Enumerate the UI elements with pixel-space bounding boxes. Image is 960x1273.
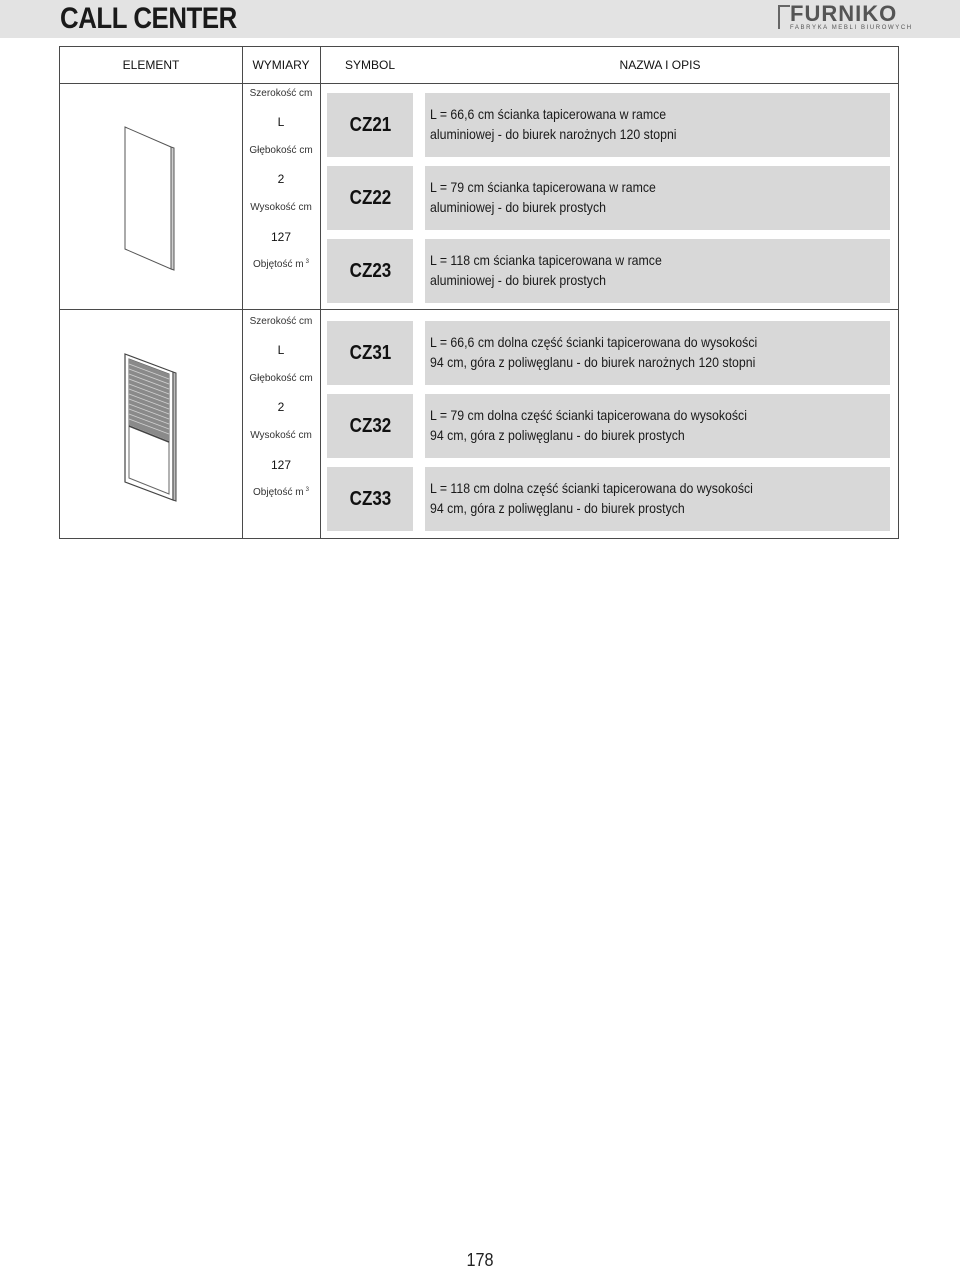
- logo-text: FURNIKO: [790, 1, 898, 26]
- description-cz33: L = 118 cm dolna część ścianki tapicerowana do wysokości 94 cm, góra z poliwęglanu - do biurek prostych: [425, 467, 890, 531]
- logo-subtext: FABRYKA MEBLI BIUROWYCH: [790, 25, 913, 31]
- dim-width-value: L: [277, 115, 285, 129]
- header-divider: [60, 83, 898, 84]
- dim-volume-label: Objętość m $^3$: [253, 259, 309, 270]
- dim-depth-label: Głębokość cm: [249, 145, 313, 156]
- column-header-element: ELEMENT: [122, 58, 180, 72]
- description-cz32: L = 79 cm dolna część ścianki tapicerowana do wysokości 94 cm, góra z poliwęglanu - do biurek prostych: [425, 394, 890, 458]
- column-header-symbol: SYMBOL: [344, 58, 395, 72]
- page-number: 178: [466, 1250, 494, 1270]
- logo-mark-icon: [778, 5, 790, 29]
- symbol-cz23: CZ23: [327, 239, 413, 303]
- column-header-description: NAZWA I OPIS: [619, 58, 701, 72]
- description-cz21: L = 66,6 cm ścianka tapicerowana w ramce aluminiowej - do biurek narożnych 120 stopni: [425, 93, 890, 157]
- page-title: CALL CENTER: [60, 2, 237, 35]
- group-divider: [60, 309, 898, 310]
- dim-depth-label: Głębokość cm: [249, 373, 313, 384]
- brand-logo: [778, 1, 913, 35]
- dim-depth-value: 2: [277, 172, 285, 186]
- symbol-cz33: CZ33: [327, 467, 413, 531]
- description-cz22: L = 79 cm ścianka tapicerowana w ramce aluminiowej - do biurek prostych: [425, 166, 890, 230]
- element-image-cz3x: [122, 352, 178, 502]
- product-table: [59, 46, 899, 539]
- description-cz31: L = 66,6 cm dolna część ścianki tapicerowana do wysokości 94 cm, góra z poliwęglanu - do biurek narożnych 120 stopni: [425, 321, 890, 385]
- dim-height-value: 127: [270, 230, 292, 244]
- dim-height-value: 127: [270, 458, 292, 472]
- element-image-cz2x: [122, 125, 178, 271]
- symbol-cz22: CZ22: [327, 166, 413, 230]
- symbol-cz31: CZ31: [327, 321, 413, 385]
- symbol-cz32: CZ32: [327, 394, 413, 458]
- dim-depth-value: 2: [277, 400, 285, 414]
- dim-volume-label: Objętość m $^3$: [253, 487, 309, 498]
- description-cz23: L = 118 cm ścianka tapicerowana w ramce aluminiowej - do biurek prostych: [425, 239, 890, 303]
- header-bar: [0, 0, 960, 38]
- dim-height-label: Wysokość cm: [250, 202, 312, 213]
- dim-width-label: Szerokość cm: [249, 316, 313, 327]
- symbol-cz21: CZ21: [327, 93, 413, 157]
- column-divider: [320, 47, 321, 538]
- column-header-dimensions: WYMIARY: [252, 58, 310, 72]
- dim-width-label: Szerokość cm: [249, 88, 313, 99]
- dim-height-label: Wysokość cm: [250, 430, 312, 441]
- dim-width-value: L: [277, 343, 285, 357]
